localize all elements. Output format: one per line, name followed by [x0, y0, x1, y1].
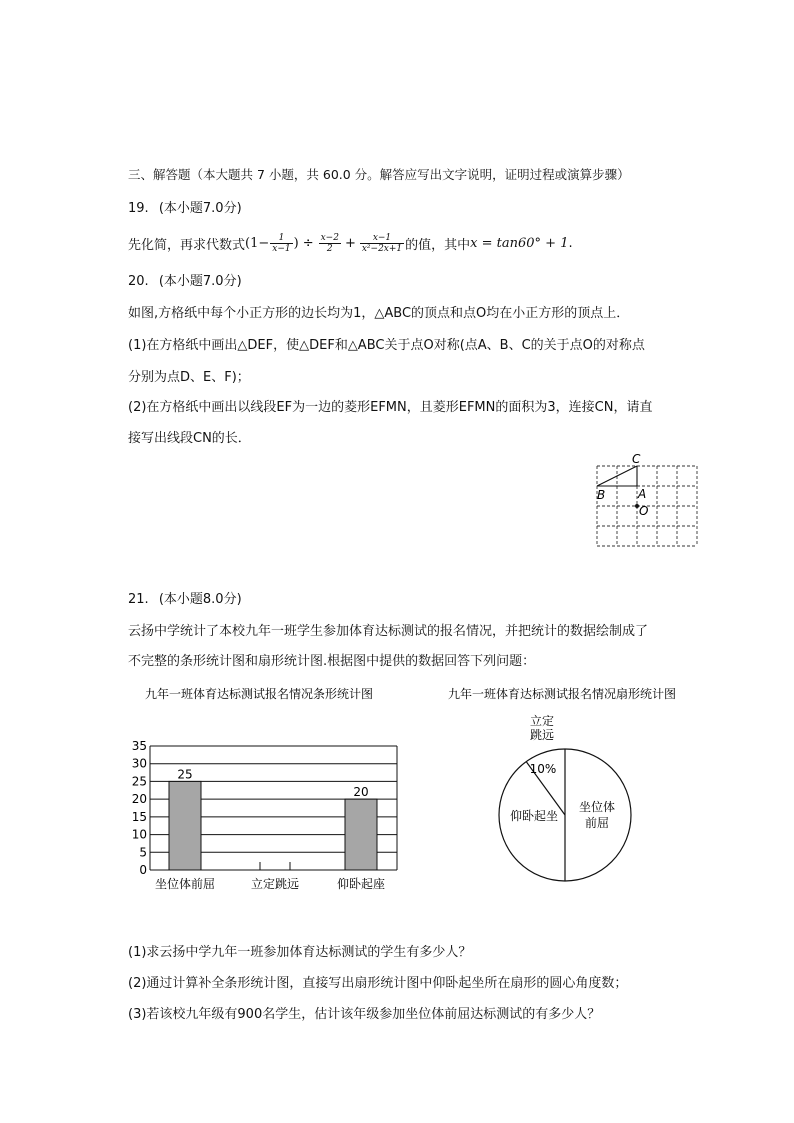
pie-chart-title: 九年一班体育达标测试报名情况扇形统计图 — [448, 687, 677, 701]
y-tick-25: 25 — [131, 774, 147, 789]
bar-value-label-2: 20 — [353, 785, 369, 800]
q19-condition: x = tan60° + 1 — [470, 235, 569, 251]
y-tick-5: 5 — [139, 845, 147, 860]
bar-chart-x-labels — [155, 876, 385, 891]
q19-fraction-2: $\frac{x-2}{2}$ — [320, 232, 339, 254]
bar-chart-y-ticks — [132, 739, 147, 877]
q21-line-2: 不完整的条形统计图和扇形统计图.根据图中提供的数据回答下列问题： — [128, 654, 536, 669]
y-tick-15: 15 — [131, 809, 147, 824]
y-tick-35: 35 — [131, 739, 147, 753]
q20-points: (本小题7.0分) — [158, 274, 242, 289]
pie-chart-body — [499, 714, 631, 881]
q19-expr-open: (1− — [245, 235, 270, 251]
x-label-0: 坐位体前屈 — [154, 877, 216, 891]
q20-grid-figure — [590, 452, 705, 547]
bar-2 — [345, 799, 377, 870]
pie-chart — [440, 680, 740, 900]
q19-text-pre: 先化简，再求代数式 — [128, 237, 246, 253]
y-tick-30: 30 — [131, 756, 147, 771]
q19-fraction-1: $\frac{1}{x-1}$ — [272, 232, 291, 254]
q20-heading — [128, 270, 242, 289]
q20-line-4: (2)在方格纸中画出以线段EF为一边的菱形EFMN，且菱形EFMN的面积为3，连接CN，请直 — [128, 400, 653, 415]
q20-line-1: 如图,方格纸中每个小正方形的边长均为1，△ABC的顶点和点O均在小正方形的顶点上． — [128, 306, 630, 321]
q21-sub-1: (1)求云扬中学九年一班参加体育达标测试的学生有多少人？ — [128, 945, 472, 960]
q19-end: . — [568, 235, 573, 251]
q19-problem — [128, 228, 573, 258]
q19-points: (本小题7.0分) — [158, 201, 242, 216]
slice-label-sit-ups-0: 仰卧起坐 — [509, 809, 559, 823]
q20-line-3: 分别为点D、E、F)； — [128, 370, 250, 385]
x-label-2: 仰卧起座 — [336, 877, 386, 891]
y-tick-20: 20 — [131, 792, 147, 807]
label-b: B — [597, 488, 606, 502]
slice-label-standing-jump-1: 跳远 — [529, 728, 555, 742]
bar-chart-bars — [169, 767, 377, 870]
q19-number: 19. — [128, 201, 149, 216]
q21-heading — [128, 588, 242, 607]
slice-label-standing-jump-0: 立定 — [529, 714, 555, 728]
section-header: 三、解答题（本大题共 7 小题，共 60.0 分。解答应写出文字说明，证明过程或演算步骤） — [128, 167, 630, 182]
bar-chart-title: 九年一班体育达标测试报名情况条形统计图 — [145, 687, 374, 701]
q19-fraction-3: $\frac{x-1}{\text{x²−2x+1}}$ — [361, 232, 403, 254]
slice-label-sit-and-reach-0: 坐位体 — [578, 800, 616, 814]
slice-label-sit-and-reach-1: 前屈 — [584, 816, 610, 830]
label-o: O — [639, 504, 649, 518]
q19-heading — [128, 197, 242, 216]
q20-number: 20. — [128, 274, 149, 289]
bar-chart — [125, 680, 425, 900]
q20-line-2: (1)在方格纸中画出△DEF，使△DEF和△ABC关于点O对称(点A、B、C的关于点O的对称点 — [128, 338, 645, 353]
label-c: C — [632, 452, 641, 466]
x-label-1: 立定跳远 — [250, 877, 300, 891]
q21-line-1: 云扬中学统计了本校九年一班学生参加体育达标测试的报名情况，并把统计的数据绘制成了 — [128, 624, 649, 639]
q19-divide-sign: ÷ — [302, 235, 314, 251]
label-a: A — [638, 487, 647, 501]
bar-0 — [169, 781, 201, 870]
q21-sub-3: (3)若该校九年级有900名学生，估计该年级参加坐位体前屈达标测试的有多少人？ — [128, 1007, 601, 1022]
bar-value-label-0: 25 — [177, 767, 193, 782]
q20-line-5: 接写出线段CN的长． — [128, 431, 251, 446]
q21-sub-2: (2)通过计算补全条形统计图，直接写出扇形统计图中仰卧起坐所在扇形的圆心角度数； — [128, 976, 628, 991]
q21-number: 21. — [128, 592, 149, 607]
q19-plus-sign: + — [344, 235, 356, 251]
slice-percent-standing-jump: 10% — [529, 762, 557, 776]
q19-expr-close: ) — [293, 235, 299, 251]
q19-text-mid: 的值，其中 — [405, 237, 471, 253]
y-tick-10: 10 — [131, 827, 147, 842]
q21-points: (本小题8.0分) — [158, 592, 242, 607]
y-tick-0: 0 — [139, 863, 147, 877]
